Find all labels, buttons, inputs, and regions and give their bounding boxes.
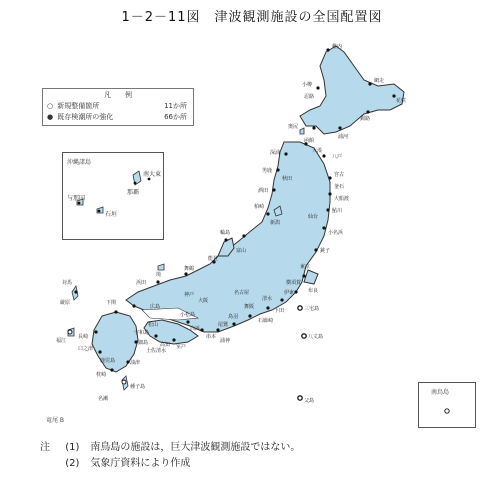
station-dot (74, 290, 77, 293)
station-dot (276, 168, 279, 171)
map-label-kamaishi: 釜石 (334, 184, 345, 190)
footnote-number: (2) (65, 458, 80, 469)
map-label-maisaka: 舞阪 (244, 304, 255, 310)
map-label-owase: 尾鷲 (218, 322, 229, 328)
map-label-shimizu: 清水 (262, 296, 273, 302)
station-dot (98, 210, 101, 213)
station-dot (232, 322, 235, 325)
footnote-row (40, 438, 300, 454)
inset-label-minamidaito: 南大東 (143, 171, 162, 178)
map-label-tsushima: 対馬 (62, 280, 73, 286)
map-label-kashiwazaki: 柏崎 (254, 204, 265, 210)
map-label-akita: 秋田 (282, 176, 293, 182)
map-label-ofunato: 大船渡 (334, 196, 350, 202)
station-dot (242, 234, 245, 237)
map-label-chichijima: 父島 (304, 398, 315, 404)
ishigaki-island (97, 207, 103, 213)
map-label-hiroshima: 広島 (150, 304, 161, 310)
map-label-onahama: 小名浜 (328, 230, 344, 236)
map-label-sakata: 酒田 (258, 188, 269, 194)
station-dot (98, 350, 101, 353)
new-station-circle (302, 334, 306, 338)
map-label-kagoshima: 鹿児島 (100, 358, 116, 364)
minamitorishima-map (419, 383, 475, 427)
map-label-tokyo: 東京 (300, 264, 311, 270)
station-dot (366, 110, 369, 113)
footnotes (40, 438, 300, 470)
station-dot (328, 176, 331, 179)
station-dot (132, 304, 135, 307)
footnote-number: (1) (65, 442, 80, 453)
legend-count: 66か所 (164, 113, 187, 121)
station-dot (110, 368, 113, 371)
minamitorishima-inset (418, 382, 476, 428)
map-label-hakodate: 函館 (304, 138, 315, 144)
inset-label-yonaguni: 与那国 (67, 195, 86, 202)
map-label-irozaki: 石廊崎 (258, 318, 274, 324)
station-dot (284, 152, 287, 155)
map-label-oshoro: 忍路 (304, 94, 315, 100)
footnote-text: 気象庁資料により作成 (90, 458, 191, 469)
inset-label-naha: 那覇 (127, 189, 140, 196)
legend-item-new (47, 101, 189, 111)
station-dot (302, 274, 305, 277)
station-dot (114, 310, 117, 313)
station-dot (248, 314, 251, 317)
map-label-toyama: 富山 (236, 248, 247, 254)
station-dot (200, 328, 203, 331)
station-dot (322, 226, 325, 229)
station-dot (368, 82, 371, 85)
map-label-ito: 伊東 (284, 290, 295, 296)
map-label-nagasaki: 長崎 (78, 334, 89, 340)
station-dot (338, 126, 341, 129)
station-dot (186, 320, 189, 323)
map-label-wakkanai: 稚内 (332, 44, 343, 50)
map-label-hososhima: 細島 (138, 340, 149, 346)
map-label-toba: 鳥羽 (228, 314, 239, 320)
station-dot (156, 280, 159, 283)
map-label-tosashimizu: 土佐清水 (146, 348, 167, 354)
map-label-noto: 能登 (208, 256, 219, 262)
station-dot (148, 178, 151, 181)
station-dot (294, 290, 297, 293)
station-dot (78, 202, 81, 205)
map-label-nagoya: 名古屋 (234, 290, 250, 296)
map-label-kushiro: 釧路 (360, 116, 371, 122)
map-label-kochi: 高知 (160, 342, 171, 348)
legend-item-existing (47, 112, 189, 122)
station-dot (316, 86, 319, 89)
map-label-muroto: 室戸 (176, 344, 187, 350)
filled-circle-icon: ● (47, 113, 54, 121)
station-dot (216, 328, 219, 331)
map-code-label: 竜尾 B (46, 417, 65, 424)
map-label-fukaura: 深浦 (270, 150, 281, 156)
map-label-fukue: 福江 (56, 338, 67, 344)
legend-label: 既存検潮所の強化 (57, 113, 114, 121)
map-label-makurazaki: 枕崎 (96, 372, 107, 378)
new-station-circle (122, 380, 126, 384)
map-label-osaka: 大阪 (198, 298, 209, 304)
map-label-uwajima: 宇和島 (134, 330, 150, 336)
map-label-otaru: 小樽 (302, 82, 313, 88)
okinawa-inset (62, 152, 164, 240)
map-label-okushiri: 奥尻 (288, 124, 299, 130)
open-circle-icon: ○ (47, 102, 54, 110)
map-label-niigata: 新潟 (270, 220, 281, 226)
map-label-naze: 名瀬 (98, 396, 109, 402)
inset-label-ishigaki: 石垣 (105, 211, 118, 218)
map-label-miyakejima: 三宅島 (304, 306, 320, 312)
station-dot (280, 298, 283, 301)
inset-title: 沖縄諸島 (67, 159, 92, 166)
map-label-hachinohe: 八戸 (332, 154, 343, 160)
station-dot (266, 306, 269, 309)
footnote-prefix: 注 (40, 442, 50, 453)
station-dot (94, 330, 97, 333)
map-label-hanasaki: 花咲 (396, 98, 407, 104)
new-station-circle (298, 396, 302, 400)
map-label-yokosuka: 横須賀 (286, 280, 302, 286)
station-dot (266, 212, 269, 215)
map-label-tanegashima: 種子島 (130, 384, 146, 390)
map-label-choshi: 銚子 (320, 248, 331, 254)
map-label-kushimoto: 串本 (206, 334, 217, 340)
map-label-kuchinotsu: 口之津 (78, 346, 94, 352)
okushiri-island (300, 128, 304, 134)
inset-title: 南鳥島 (431, 389, 450, 396)
station-dot (184, 272, 187, 275)
map-label-ayukawa: 鮎川 (332, 208, 343, 214)
station-dot (134, 182, 137, 185)
map-label-miyako: 宮古 (334, 172, 345, 178)
station-dot (326, 48, 329, 51)
station-dot (326, 208, 329, 211)
map-label-shimoda: 下田 (274, 308, 285, 314)
map-label-izuhara: 厳原 (60, 300, 71, 306)
map-label-oga: 男鹿 (262, 168, 273, 174)
map-label-kobe: 神戸 (184, 292, 195, 298)
new-station-circle (445, 409, 449, 413)
map-label-sakai: 境 (156, 272, 162, 278)
station-dot (224, 238, 227, 241)
map-label-shimonoseki: 下関 (106, 300, 117, 306)
new-station-circle (68, 330, 72, 334)
legend-title: 凡 例 (104, 91, 132, 99)
station-dot (272, 188, 275, 191)
station-dot (154, 334, 157, 337)
map-label-uragami: 浦神 (220, 338, 231, 344)
map-label-matsuyama: 松山 (148, 322, 159, 328)
map-label-mera: 布良 (308, 288, 319, 294)
legend-label: 新規整備箇所 (57, 102, 100, 110)
map-label-wajima: 輪島 (220, 230, 231, 236)
map-label-komatsushima: 小松島 (180, 312, 196, 318)
page-title: 1－2－11図 津波観測施設の全国配置図 (121, 10, 383, 25)
new-station-circle (298, 306, 302, 310)
station-dot (314, 248, 317, 251)
map-label-ominato: 大湊 (312, 148, 323, 154)
legend-count: 11か所 (164, 102, 187, 110)
station-dot (172, 338, 175, 341)
oki-islands (158, 264, 164, 270)
footnote-text: 南鳥島の施設は，巨大津波観測施設ではない。 (90, 442, 301, 453)
map-label-hachijojima: 八丈島 (308, 334, 324, 340)
map-label-aburatsu: 油津 (130, 360, 141, 366)
boso-peninsula (304, 270, 318, 284)
map-label-hamada: 浜田 (136, 280, 147, 286)
map-label-shirahama: 白浜 (190, 326, 201, 332)
legend-box (42, 88, 194, 126)
station-dot (322, 154, 325, 157)
station-dot (328, 192, 331, 195)
hokkaido-landmass (300, 46, 407, 134)
station-dot (312, 126, 315, 129)
map-label-abashiri: 網走 (374, 78, 385, 84)
footnote-row (40, 454, 300, 470)
map-label-urakawa: 浦河 (338, 134, 349, 140)
map-label-maizuru: 舞鶴 (184, 266, 195, 272)
map-label-sendai: 仙台 (308, 214, 319, 220)
